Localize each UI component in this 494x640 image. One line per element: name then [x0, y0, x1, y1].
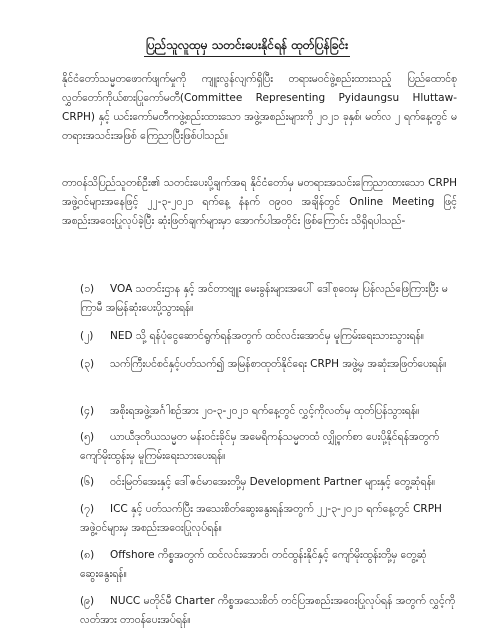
list-item-text: NUCC မတိုင်မီ Charter ကိစ္စအသေးစိတ် တင်ပြအစည်းအဝေးပြုလုပ်ရန် အတွက် လွှင့်ကိုလတ်အား တာဝန်ပေးအပ်ရန်။ — [80, 595, 456, 626]
list-item-text: သက်ကြီးပင်စင်နှင့်ပတ်သက်၍ အမြန်စာထုတ်နိုင်ရေး CRPH အဖွဲ့မှ အဆုံးအဖြတ်ပေးရန်။ — [110, 358, 447, 370]
list-item-number: (၆) — [80, 476, 95, 488]
list-item-5 — [80, 428, 458, 466]
list-item-8 — [80, 546, 458, 584]
list-item-4 — [80, 402, 458, 421]
paragraph-2: တာဝန်သိပြည်သူတစ်ဦး၏ သတင်းပေးပို့ချက်အရ နိုင်ငံတော်မှ မတရားအသင်းကြေညာထားသော CRPH အဖွဲ့ဝင်များအနေဖြင့် ၂၂-၃-၂၀၂၁ ရက်နေ့ နံနက် ၀၉၀၀ အချိန်တွင် Online Meeting ဖြင့် အစည်းအဝေးပြုလုပ်ခဲ့ပြီး ဆုံးဖြတ်ချက်များမှာ အောက်ပါအတိုင်း ဖြစ်ကြောင်း သိရှိရပါသည်- — [62, 177, 457, 227]
list-item-9 — [80, 592, 458, 630]
list-item-number: (၄) — [80, 405, 95, 417]
list-item-number: (၈) — [80, 549, 95, 561]
list-item-number: (၁) — [80, 283, 95, 295]
list-item-text: VOA သတင်းဌာန နှင့် အင်တာဗျူး မေးခွန်းများအပေါ် ဒေါ်စုဝေးမှ ပြန်လည်ဖြေကြားပြီး မကြာမီ အမြန်ဆုံးပေးပို့သွားရန်။ — [80, 283, 448, 314]
list-item-1 — [80, 280, 458, 318]
document-title: ပြည်သူလူထုမှ သတင်းပေးနိုင်ရန် ထုတ်ပြန်ခြင်း — [144, 37, 350, 57]
list-item-text: ICC နှင့် ပတ်သက်ပြီး အသေးစိတ်ဆွေးနွေးရန်အတွက် ၂၂-၃-၂၀၂၁ ရက်နေ့တွင် CRPH အဖွဲ့ဝင်များမှ အစည်းအဝေးပြုလုပ်ရန်။ — [80, 503, 442, 534]
list-item-number: (၂) — [80, 330, 94, 342]
paragraph-1: နိုင်ငံတော်သမ္မတဖောက်ဖျက်မှုကို ကျူးလွန်လျက်ရှိပြီး တရားမဝင်ဖွဲ့စည်းထားသည့် ပြည်ထောင်စုလွှတ်တော်ကိုယ်စားပြုကော်မတီ(Committee Representing Pyidaungsu Hluttaw-CRPH) နှင့် ယင်းကော်မတီကဖွဲ့စည်းထားသော အဖွဲ့အစည်းများကို ၂၀၂၁ ခုနှစ်၊ မတ်လ ၂ ရက်နေ့တွင် မတရားအသင်းအဖြစ် ကြေညာပြီးဖြစ်ပါသည်။ — [62, 73, 457, 142]
list-item-text: အစိုးရအဖွဲ့အင်္ဂါစဉ်အား ၂၀-၃-၂၀၂၁ ရက်နေ့တွင် လွှင့်ကိုလတ်မှ ထုတ်ပြန်သွားရန်။ — [110, 405, 420, 417]
list-item-text: NED သို့ ရန်ပုံငွေဆောင်ရွက်ရန်အတွက် ထင်လင်းအောင်မှ မူကြမ်းရေးသားသွားရန်။ — [110, 330, 424, 342]
list-item-text: ဝင်းမြတ်အေးနှင့် ဒေါ်ဇင်မာအေးတို့မှ Development Partner များနှင့် တွေ့ဆုံရန်။ — [110, 476, 436, 488]
list-item-text: Offshore ကိစ္စအတွက် ထင်လင်းအောင်၊ တင်ထွန်းနိုင်နှင့် ကျော်မိုးထွန်းတို့မှ တွေ့ဆုံဆွေးနွေးရန်။ — [80, 549, 427, 580]
list-item-text: ယာယီဒုတိယသမ္မတ မန်းဝင်းခိုင်မှ အမေရိကန်သမ္မတထံ လျှို့ဝှက်စာ ပေးပို့နိုင်ရန်အတွက် ကျော်မိုးထွန်းမှ မူကြမ်းရေးသားပေးရန်။ — [80, 431, 440, 462]
list-item-number: (၃) — [80, 358, 95, 370]
title-container — [0, 34, 494, 57]
list-item-number: (၉) — [80, 595, 95, 607]
list-item-number: (၇) — [80, 503, 95, 515]
list-item-6 — [80, 473, 458, 492]
list-item-3 — [80, 355, 458, 393]
list-item-number: (၅) — [80, 431, 95, 443]
list-item-2 — [80, 327, 458, 346]
list-item-7 — [80, 500, 458, 538]
